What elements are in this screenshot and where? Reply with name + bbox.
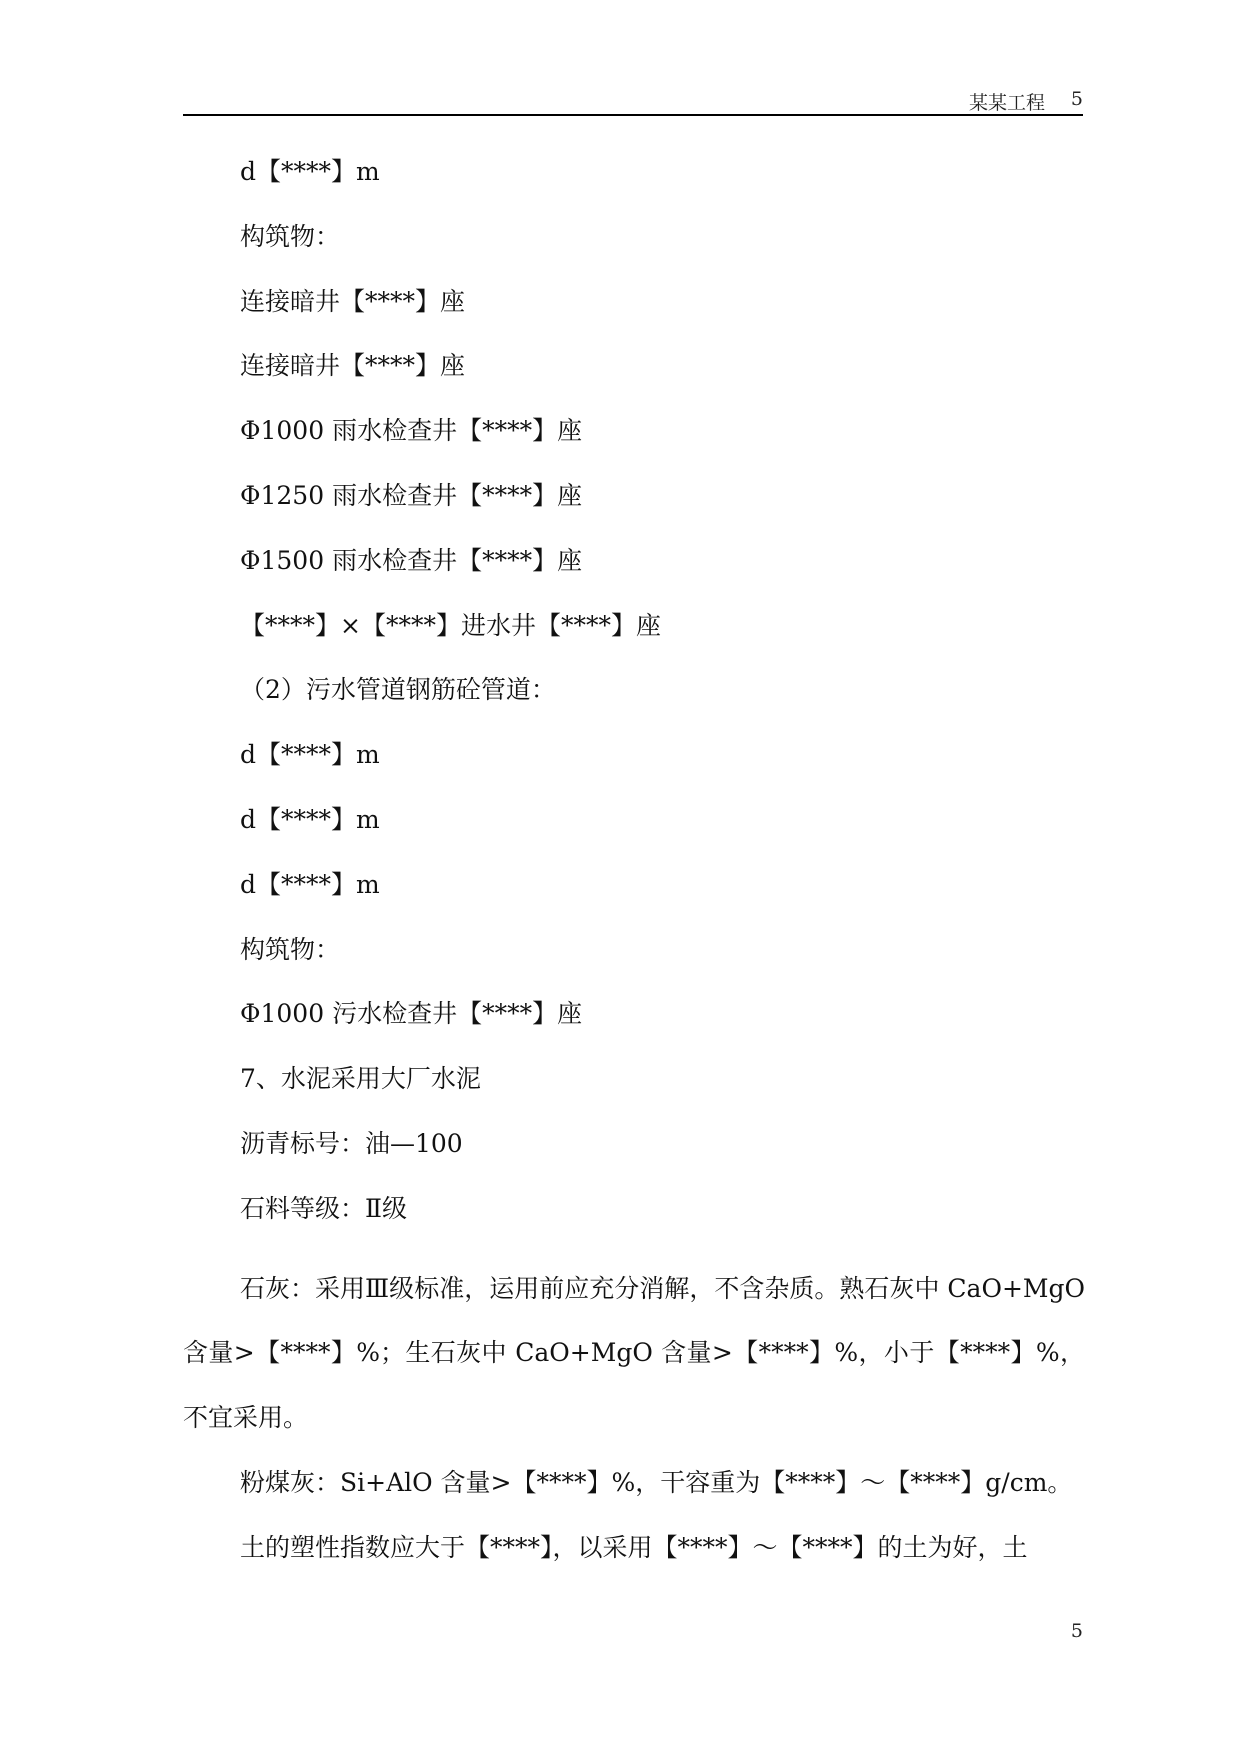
paragraph-fly-ash: 粉煤灰：Si+AlO 含量>【****】%，干容重为【****】～【****】g/cm。 (240, 1467, 1073, 1497)
text-line: Φ1500 雨水检查井【****】座 (240, 545, 583, 575)
paragraph-soil: 土的塑性指数应大于【****】，以采用【****】～【****】的土为好，土 (240, 1532, 1028, 1562)
footer-page-number: 5 (1070, 1620, 1083, 1642)
text-line: d【****】m (240, 157, 380, 186)
header-title: 某某工程 (968, 92, 1045, 114)
page-header (183, 86, 1083, 116)
text-line: d【****】m (240, 804, 380, 834)
text-line: 连接暗井【****】座 (240, 351, 466, 381)
text-line: Φ1000 雨水检查井【****】座 (240, 416, 583, 446)
header-page-number: 5 (1070, 88, 1083, 110)
text-line: 7、水泥采用大厂水泥 (240, 1064, 481, 1094)
text-line: d【****】m (240, 869, 380, 899)
text-line: 构筑物： (240, 221, 341, 251)
text-line: 石料等级：Ⅱ级 (240, 1193, 407, 1223)
text-line: 沥青标号：油—100 (240, 1128, 463, 1158)
text-line: 【****】×【****】进水井【****】座 (240, 610, 661, 640)
text-line: d【****】m (240, 740, 380, 770)
text-line: 连接暗井【****】座 (240, 286, 466, 316)
paragraph-lime: 石灰：采用Ⅲ级标准，运用前应充分消解，不含杂质。熟石灰中 CaO+MgO 含量>【****】%；生石灰中 CaO+MgO 含量>【****】%，小于【****】%，不宜采用。 (183, 1273, 1085, 1433)
text-line: Φ1000 污水检查井【****】座 (240, 999, 583, 1029)
text-line: Φ1250 雨水检查井【****】座 (240, 480, 583, 510)
text-line: （2）污水管道钢筋砼管道： (240, 675, 556, 705)
document-body (183, 155, 1085, 1581)
text-line: 构筑物： (240, 934, 341, 964)
